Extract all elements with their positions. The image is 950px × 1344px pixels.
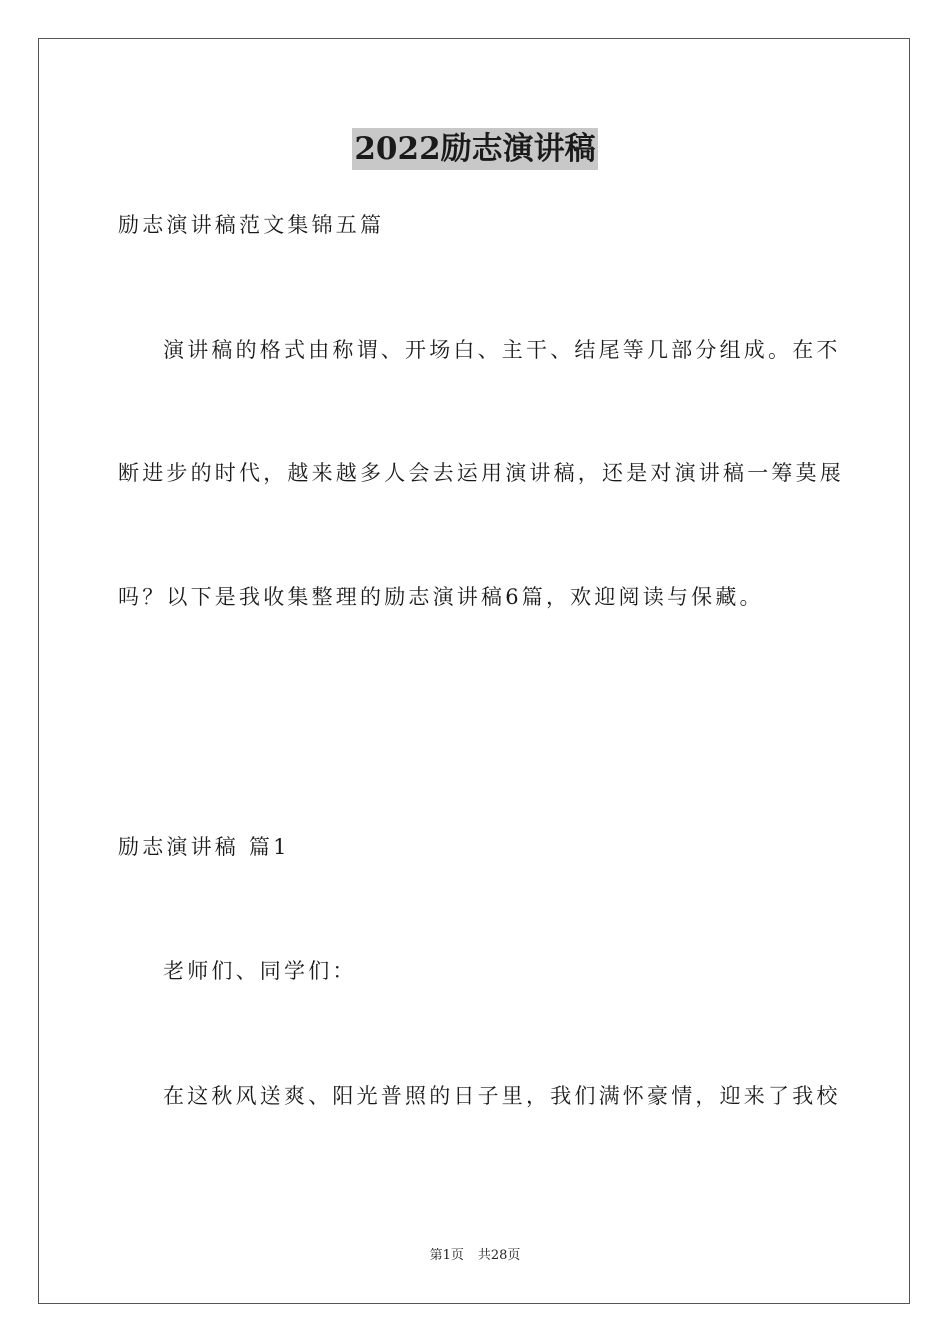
document-title: 2022励志演讲稿 <box>352 128 597 170</box>
section-heading: 励志演讲稿 篇1 <box>118 835 290 859</box>
salutation: 老师们、同学们： <box>163 959 357 983</box>
page-number: 第1页 <box>429 1248 464 1263</box>
intro-line-1: 演讲稿的格式由称谓、开场白、主干、结尾等几部分组成。在不 <box>163 338 841 362</box>
page-total: 共28页 <box>477 1248 521 1263</box>
page-footer <box>0 1247 950 1265</box>
intro-line-3: 吗？以下是我收集整理的励志演讲稿6篇，欢迎阅读与保藏。 <box>118 585 764 609</box>
document-subtitle: 励志演讲稿范文集锦五篇 <box>118 213 385 237</box>
body-line-1: 在这秋风送爽、阳光普照的日子里，我们满怀豪情，迎来了我校 <box>163 1084 841 1108</box>
intro-line-2: 断进步的时代，越来越多人会去运用演讲稿，还是对演讲稿一筹莫展 <box>118 461 844 485</box>
title-container <box>0 128 950 170</box>
